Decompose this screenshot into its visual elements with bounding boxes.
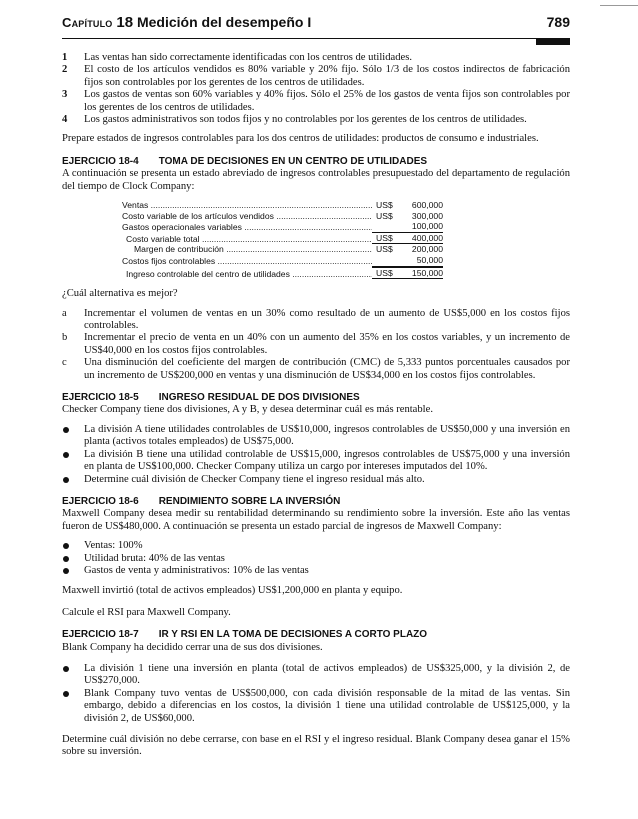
chapter-title: Medición del desempeño I: [136, 14, 312, 30]
list-item: [62, 114, 570, 126]
bullet-icon: [63, 556, 69, 562]
exercise-number: EJERCICIO 18-7: [62, 629, 139, 641]
option-letter: c: [62, 357, 67, 369]
statement-row: [122, 221, 447, 233]
statement-label: Margen de contribución .....: [122, 244, 372, 255]
statement-currency: US$: [376, 200, 393, 211]
header-tab-block: [536, 39, 570, 45]
list-item: [62, 449, 570, 474]
exercise-intro: Maxwell Company desea medir su rentabilidad determinando su rendimiento sobre la inversión. Este año las ventas fueron de US$480,000. A continuación se presenta un estado parcial de ingresos de Maxwell Company:: [62, 508, 570, 532]
bullet-text: Utilidad bruta: 40% de las ventas: [84, 552, 225, 564]
item-number: 4: [62, 114, 68, 126]
list-item: [62, 308, 570, 333]
paragraph: Calcule el RSI para Maxwell Company.: [62, 606, 231, 618]
page-content: [62, 52, 570, 759]
statement-amount: 400,000: [398, 233, 443, 245]
bullet-text: Blank Company tuvo ventas de US$500,000, con cada división responsable de la mitad de las ventas. Sin embargo, debido a diferencias en los costos, la división 1 tiene una utilidad controlable de US$125,000, y la división 2, de US$60,000.: [84, 687, 570, 724]
header-rule: [62, 38, 570, 39]
statement-amount: 300,000: [411, 210, 443, 221]
paragraph: Determine cuál división no debe cerrarse, con base en el RSI y el ingreso residual. Blank Company desea ganar el 15% sobre su inversión.: [62, 734, 570, 758]
list-item: [62, 474, 570, 486]
exercise-number: EJERCICIO 18-6: [62, 495, 139, 507]
exercise-title: INGRESO RESIDUAL DE DOS DIVISIONES: [158, 392, 360, 404]
bullet-text: Gastos de venta y administrativos: 10% de las ventas: [84, 564, 309, 576]
exercise-heading-18-4: [62, 156, 570, 168]
statement-row: [122, 233, 447, 245]
statement-label: Gastos operacionales variables .....: [122, 222, 372, 233]
list-item: [62, 357, 570, 382]
list-item: [62, 565, 570, 577]
top-edge-line: [600, 5, 638, 6]
chapter-number: 18: [116, 14, 134, 31]
option-letter: a: [62, 307, 67, 319]
item-number: 1: [62, 52, 68, 63]
item-text: Los gastos de ventas son 60% variables y 40% fijos. Sólo el 25% de los gastos de venta fijos son controlables por los gerentes de los centros de utilidades.: [84, 89, 570, 113]
bullet-text: Determine cuál división de Checker Company tiene el ingreso residual más alto.: [84, 473, 425, 485]
bullet-icon: [63, 477, 69, 483]
list-item: [62, 553, 570, 565]
exercise-title: RENDIMIENTO SOBRE LA INVERSIÓN: [158, 495, 341, 507]
option-text: Una disminución del coeficiente del margen de contribución (CMC) de 5,333 puntos porcentuales causados por un incremento de US$200,000 en ventas y una disminución de US$34,000 en los costos fijos controlables.: [84, 357, 570, 381]
statement-label: Costo variable de los artículos vendidos .....: [122, 211, 372, 222]
statement-amount: 600,000: [411, 200, 443, 211]
statement-label: Costo variable total .....: [122, 234, 372, 245]
bullet-text: Ventas: 100%: [84, 540, 143, 552]
exercise-heading-18-6: [62, 496, 570, 508]
statement-currency: US$: [372, 267, 398, 280]
statement-row: [122, 200, 447, 211]
list-item: [62, 64, 570, 89]
exercise-heading-18-5: [62, 392, 570, 404]
list-item: [62, 424, 570, 449]
bullet-icon: [63, 691, 69, 697]
intro-instruction: Prepare estados de ingresos controlables para los dos centros de utilidades: productos de consumo e industriales.: [62, 133, 539, 145]
exercise-number: EJERCICIO 18-5: [62, 392, 139, 404]
exercise-intro: Checker Company tiene dos divisiones, A y B, y desea determinar cuál es más rentable.: [62, 404, 433, 416]
statement-currency: US$: [372, 233, 398, 245]
paragraph: Maxwell invirtió (total de activos empleados) US$1,200,000 en planta y equipo.: [62, 585, 403, 597]
bullet-icon: [63, 427, 69, 433]
bullet-list: [62, 540, 570, 577]
exercise-heading-18-7: [62, 629, 570, 641]
list-item: [62, 688, 570, 725]
option-text: Incrementar el volumen de ventas en un 30% como resultado de un aumento de US$5,000 en los costos fijos controlables.: [84, 307, 570, 332]
page-number: 789: [546, 14, 570, 30]
intro-numbered-list: [62, 52, 570, 126]
list-item: [62, 540, 570, 552]
item-text: Las ventas han sido correctamente identificadas con los centros de utilidades.: [84, 52, 412, 63]
statement-amount: 50,000: [398, 255, 443, 267]
list-item: [62, 89, 570, 114]
statement-currency: US$: [376, 210, 393, 221]
income-statement: [122, 200, 447, 279]
chapter-heading: [62, 14, 311, 31]
item-text: Los gastos administrativos son todos fijos y no controlables por los gerentes de los centros de utilidades.: [84, 114, 527, 126]
exercise-question: ¿Cuál alternativa es mejor?: [62, 288, 178, 300]
statement-label: Ventas .....: [122, 200, 372, 211]
item-text: El costo de los artículos vendidos es 80% variable y 20% fijo. Sólo 1/3 de los costos indirectos de fabricación fijos son controlables por los gerentes de los centros de utilidades.: [84, 64, 570, 88]
bullet-text: La división A tiene utilidades controlables de US$10,000, ingresos controlables de US$50,000 y una inversión en planta (activos totales empleados) de US$75,000.: [84, 423, 570, 448]
bullet-text: La división 1 tiene una inversión en planta (total de activos empleados) de US$325,000, y la división 2, de US$270,000.: [84, 662, 570, 687]
options-list: [62, 308, 570, 382]
statement-label: Ingreso controlable del centro de utilidades .....: [122, 269, 372, 280]
statement-currency: US$: [376, 244, 393, 255]
bullet-list: [62, 663, 570, 725]
exercise-number: EJERCICIO 18-4: [62, 155, 139, 167]
list-item: [62, 52, 570, 64]
statement-amount: 100,000: [398, 221, 443, 233]
exercise-title: IR Y RSI EN LA TOMA DE DECISIONES A CORTO PLAZO: [158, 629, 428, 641]
exercise-intro: Blank Company ha decidido cerrar una de sus dos divisiones.: [62, 641, 323, 653]
list-item: [62, 663, 570, 688]
statement-row: [122, 267, 447, 280]
statement-row: [122, 211, 447, 222]
list-item: [62, 332, 570, 357]
running-header: [62, 14, 570, 38]
statement-amount: 150,000: [398, 267, 443, 280]
option-text: Incrementar el precio de venta en un 40% con un aumento del 35% en los costos variables, y un incremento de US$40,000 en los costos fijos controlables.: [84, 332, 570, 356]
chapter-prefix: Capítulo: [62, 15, 113, 30]
bullet-icon: [63, 666, 69, 672]
bullet-icon: [63, 543, 69, 549]
statement-amount: 200,000: [411, 244, 443, 255]
exercise-intro: A continuación se presenta un estado abreviado de ingresos controlables presupuestado del departamento de regulación del tiempo de Clock Company:: [62, 168, 570, 192]
exercise-title: TOMA DE DECISIONES EN UN CENTRO DE UTILIDADES: [158, 155, 428, 167]
statement-row: [122, 244, 447, 255]
item-number: 2: [62, 64, 68, 76]
bullet-list: [62, 424, 570, 486]
bullet-icon: [63, 568, 69, 574]
bullet-icon: [63, 452, 69, 458]
statement-label: Costos fijos controlables .....: [122, 256, 372, 267]
option-letter: b: [62, 332, 68, 344]
bullet-text: La división B tiene una utilidad controlable de US$15,000, ingresos controlables de US$75,000 y una inversión en planta de US$100,000. Checker Company utiliza un cargo por intereses imputados del 10%.: [84, 448, 570, 473]
item-number: 3: [62, 89, 68, 101]
statement-row: [122, 255, 447, 267]
